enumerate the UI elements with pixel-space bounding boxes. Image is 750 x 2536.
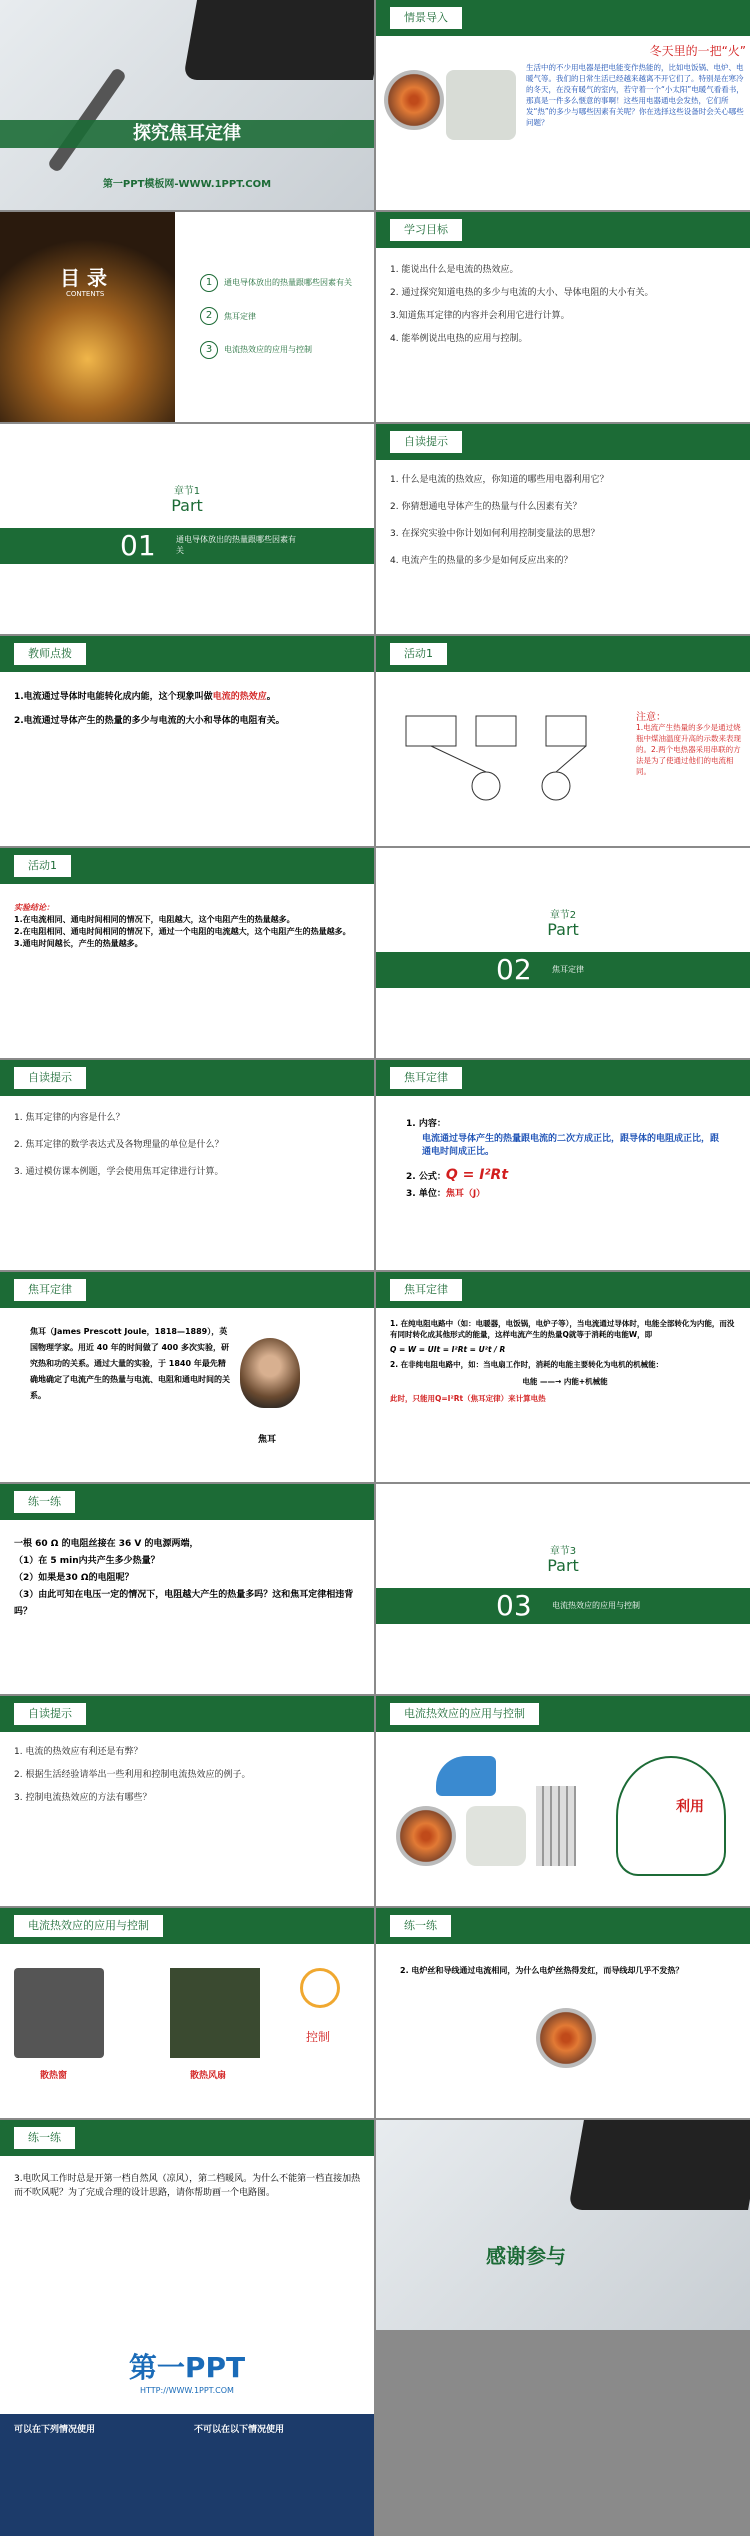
part-label: Part <box>547 920 579 939</box>
slide-tab: 练一练 <box>390 1915 451 1937</box>
non-pure-text: 2. 在非纯电阻电路中，如：当电扇工作时，消耗的电能主要转化为电机的机械能： <box>390 1360 664 1369</box>
intro-text: 生活中的不少用电器是把电能变作热能的，比如电饭锅、电炉、电暖气等。我们的日常生活已经越来越离不开它们了。特别是在寒冷的冬天，在没有暖气的室内，若守着一个“小太阳”电暖气看看书，那真是一件多么惬意的事啊！这些用电器通电会发热，它们所发“热”的多少与哪些因素有关呢？你在选择这些设备时会关心哪些问题？ <box>526 63 744 127</box>
tip-item: 4. 电流产生的热量的多少是如何反应出来的？ <box>390 556 573 566</box>
bubble-label: 利用 <box>676 1799 704 1815</box>
teacher-text: 1.电流通过导体时电能转化成内能，这个现象叫做电流的热效应。 2.电流通过导体产生的热量的多少与电流的大小和导体的电阻有关。 <box>14 692 285 726</box>
part-desc: 电流热效应的应用与控制 <box>552 1601 640 1610</box>
tip-item: 1. 焦耳定律的内容是什么？ <box>14 1113 125 1123</box>
contents-item[interactable]: 2 焦耳定律 <box>200 306 370 326</box>
contents-item[interactable]: 1 通电导体放出的热量跟哪些因素有关 <box>200 272 370 292</box>
slide-joule-circuit <box>376 1272 750 1482</box>
goal-item: 4. 能举例说出电热的应用与控制。 <box>390 334 528 344</box>
slide-tab: 自读提示 <box>14 1067 86 1089</box>
contents-item[interactable]: 3 电流热效应的应用与控制 <box>200 339 370 359</box>
tip-item: 3. 在探究实验中你计划如何利用控制变量法的思想？ <box>390 529 600 539</box>
equation: Q = W = UIt = I²Rt = U²t / R <box>390 1345 506 1354</box>
pc-case-image <box>14 1968 104 2058</box>
usage-forbidden: 不可以在以下情况使用 <box>194 2425 285 2435</box>
slide-reading-tips2 <box>0 1060 374 1270</box>
site-url: 第一PPT模板网-WWW.1PPT.COM <box>102 179 272 190</box>
caption: 散热风扇 <box>190 2071 227 2081</box>
part-number: 03 <box>496 1589 532 1622</box>
slide-exercise2 <box>376 1908 750 2118</box>
slide-part1 <box>0 424 374 634</box>
contents-sub: CONTENTS <box>66 290 105 298</box>
joule-bio: 焦耳（James Prescott Joule，1818—1889），英国物理学家。用近 40 年的时间做了 400 多次实验，研究热和功的关系。通过大量的实验，于 1840 年最先精确地确定了电流产生的热量与电流、电阻和通电时间的关系。 <box>30 1327 230 1400</box>
slide-tab: 情景导入 <box>390 7 462 29</box>
slide-tab: 练一练 <box>14 1491 75 1513</box>
heater-image <box>536 2008 596 2068</box>
thanks-text: 感谢参与 <box>486 2244 566 2268</box>
note-title: 注意： <box>636 712 666 723</box>
slide-tab: 教师点拨 <box>14 643 86 665</box>
slide-footer <box>0 2326 374 2536</box>
slide-teacher <box>0 636 374 846</box>
slide-tab: 学习目标 <box>390 219 462 241</box>
intro-heading: 冬天里的一把“火” <box>649 44 746 58</box>
joule-portrait <box>240 1338 300 1408</box>
slide-tab: 焦耳定律 <box>390 1279 462 1301</box>
slide-activity1-conclusion <box>0 848 374 1058</box>
slide-application <box>376 1696 750 1906</box>
slide-part3 <box>376 1484 750 1694</box>
phone-image <box>568 2120 750 2210</box>
portrait-caption: 焦耳 <box>258 1435 277 1445</box>
part-label: Part <box>547 1556 579 1575</box>
unit-label: 3. 单位： <box>406 1189 446 1199</box>
note: 此时，只能用Q=I²Rt（焦耳定律）来计算电热 <box>390 1394 546 1403</box>
slide-tab: 活动1 <box>14 855 71 877</box>
phone-image <box>183 0 374 80</box>
slide-contents <box>0 212 374 422</box>
chapter-label: 章节2 <box>549 910 577 921</box>
goal-item: 1. 能说出什么是电流的热效应。 <box>390 265 519 275</box>
slide-tab: 活动1 <box>390 643 447 665</box>
contents-list <box>200 272 370 359</box>
slide-tab: 电流热效应的应用与控制 <box>14 1915 163 1937</box>
goal-item: 2. 通过探究知道电热的多少与电流的大小、导体电阻的大小有关。 <box>390 288 654 298</box>
tip-item: 1. 电流的热效应有利还是有弊？ <box>14 1747 143 1757</box>
slide-tab: 电流热效应的应用与控制 <box>390 1703 539 1725</box>
part-label: Part <box>171 496 203 515</box>
tip-item: 2. 焦耳定律的数学表达式及各物理量的单位是什么？ <box>14 1140 224 1150</box>
part-number: 01 <box>120 529 156 562</box>
slide-thanks <box>376 2120 750 2330</box>
tip-item: 1. 什么是电流的热效应，你知道的哪些用电器利用它？ <box>390 475 609 485</box>
pure-resistance-text: 1. 在纯电阻电路中（如：电暖器，电饭锅，电炉子等），当电流通过导体时，电能全部转化为内能，而没有同时转化成其他形式的能量，这样电流产生的热量Q就等于消耗的电能W，即 <box>390 1319 735 1339</box>
slide-activity1 <box>376 636 750 846</box>
conclusion-line: 1.在电流相同、通电时间相同的情况下，电阻越大，这个电阻产生的热量越多。 <box>14 915 295 924</box>
exercise-question: 3.电吹风工作时总是开第一档自然风（凉风），第二档暖风。为什么不能第一档直接加热而不吹风呢？为了完成合理的设计思路，请你帮助画一个电路图。 <box>14 2174 361 2198</box>
slide-exercise3 <box>0 2120 374 2330</box>
chapter-label: 章节3 <box>549 1546 577 1557</box>
cooker-image <box>466 1806 526 1866</box>
slide-title <box>0 0 374 210</box>
goal-item: 3.知道焦耳定律的内容并会利用它进行计算。 <box>390 311 570 321</box>
formula: Q = I²Rt <box>445 1167 509 1183</box>
slide-tab: 焦耳定律 <box>14 1279 86 1301</box>
slide-intro <box>376 0 750 210</box>
unit: 焦耳（J） <box>445 1189 486 1199</box>
exercise-question: （1）在 5 min内共产生多少热量？ <box>14 1556 160 1566</box>
slide-reading-tips <box>376 424 750 634</box>
tip-item: 3. 控制电流热效应的方法有哪些？ <box>14 1793 152 1803</box>
part-desc: 通电导体放出的热量跟哪些因素有关 <box>176 535 296 555</box>
book-image <box>0 212 175 422</box>
page-title: 探究焦耳定律 <box>133 123 241 144</box>
conclusion-head: 实验结论： <box>14 903 54 912</box>
slide-part2 <box>376 848 750 1058</box>
slide-control <box>0 1908 374 2118</box>
exercise-question: （2）如果是30 Ω的电阻呢？ <box>14 1573 134 1583</box>
iron-image <box>436 1756 496 1796</box>
motherboard-image <box>170 1968 260 2058</box>
contents-title: 目 录 <box>60 266 107 290</box>
content-label: 1. 内容： <box>406 1119 446 1129</box>
tip-item: 3. 通过模仿课本例题，学会使用焦耳定律进行计算。 <box>14 1167 224 1177</box>
exercise-question: 一根 60 Ω 的电阻丝接在 36 V 的电源两端， <box>14 1539 199 1549</box>
formula-label: 2. 公式： <box>406 1172 446 1182</box>
radiator-image <box>536 1786 576 1866</box>
note-text: 1.电流产生热量的多少是通过烧瓶中煤油温度升高的示数来表现的。2.两个电热器采用串联的方法是为了使通过他们的电流相同。 <box>636 723 741 776</box>
part-number: 02 <box>496 953 532 986</box>
slide-tab: 练一练 <box>14 2127 75 2149</box>
usage-allowed: 可以在下列情况使用 <box>14 2425 96 2435</box>
slide-joule-law <box>376 1060 750 1270</box>
slide-tab: 自读提示 <box>14 1703 86 1725</box>
slide-goals <box>376 212 750 422</box>
conclusion-line: 2.在电阻相同、通电时间相同的情况下，通过一个电阻的电流越大，这个电阻产生的热量越多。 <box>14 927 351 936</box>
part-desc: 焦耳定律 <box>552 965 584 974</box>
slide-reading-tips3 <box>0 1696 374 1906</box>
heater-image <box>384 70 444 130</box>
head-icon <box>616 1756 726 1876</box>
caption: 散热窗 <box>40 2071 68 2081</box>
tools-icon <box>300 1968 340 2008</box>
slide-tab: 自读提示 <box>390 431 462 453</box>
slide-exercise1 <box>0 1484 374 1694</box>
energy-conversion: 电能 ——→ 内能+机械能 <box>522 1377 608 1386</box>
circuit-diagram <box>386 696 626 816</box>
appliances-image <box>446 70 516 140</box>
control-label: 控制 <box>306 2030 331 2044</box>
chapter-label: 章节1 <box>173 486 201 497</box>
logo: 第一PPT <box>128 2351 246 2384</box>
slide-joule-bio <box>0 1272 374 1482</box>
tip-item: 2. 根据生活经验请举出一些利用和控制电流热效应的例子。 <box>14 1770 251 1780</box>
law-content: 电流通过导体产生的热量跟电流的二次方成正比，跟导体的电阻成正比，跟通电时间成正比。 <box>422 1134 720 1157</box>
logo-url: HTTP://WWW.1PPT.COM <box>140 2386 234 2395</box>
tip-item: 2. 你猜想通电导体产生的热量与什么因素有关？ <box>390 502 582 512</box>
slide-tab: 焦耳定律 <box>390 1067 462 1089</box>
conclusion-line: 3.通电时间越长，产生的热量越多。 <box>14 939 143 948</box>
heater-image <box>396 1806 456 1866</box>
exercise-question: 2. 电炉丝和导线通过电流相同，为什么电炉丝热得发红，而导线却几乎不发热？ <box>400 1966 684 1975</box>
exercise-question: （3）由此可知在电压一定的情况下，电阻越大产生的热量多吗？这和焦耳定律相违背吗？ <box>14 1590 354 1617</box>
